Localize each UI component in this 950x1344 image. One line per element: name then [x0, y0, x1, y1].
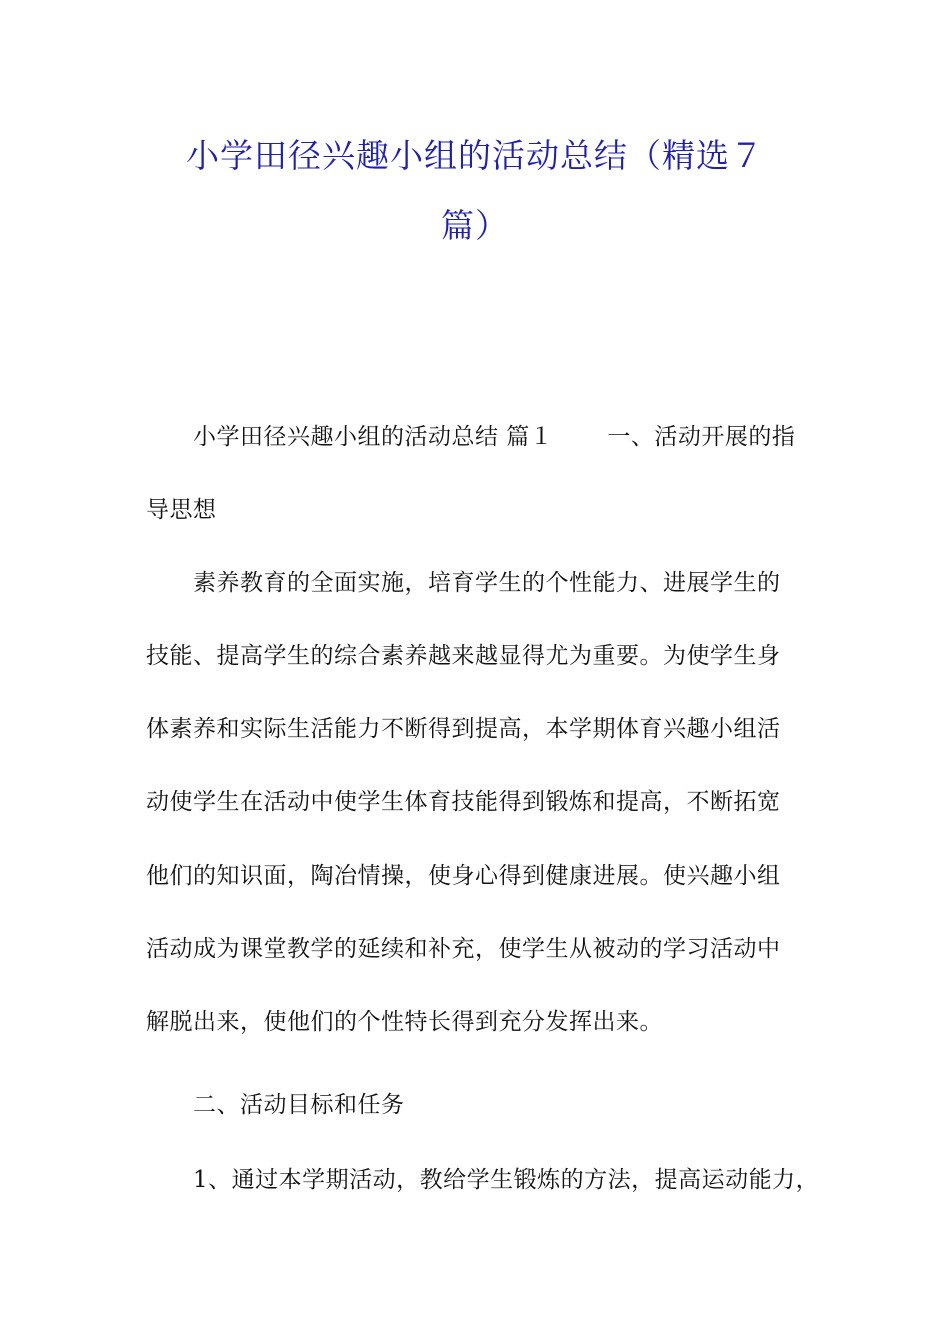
- section-heading: 小学田径兴趣小组的活动总结 篇１: [193, 424, 554, 450]
- paragraph-line: 活动成为课堂教学的延续和补充，使学生从被动的学习活动中: [146, 936, 781, 962]
- subsection-heading-start: 一、活动开展的指: [607, 424, 796, 450]
- subsection-heading: 二、活动目标和任务: [193, 1092, 405, 1118]
- paragraph-line: 解脱出来，使他们的个性特长得到充分发挥出来。: [146, 1009, 663, 1035]
- document-title-line-2: 篇）: [441, 206, 509, 245]
- paragraph-line: 他们的知识面，陶冶情操，使身心得到健康进展。使兴趣小组: [146, 863, 781, 889]
- paragraph-line: 素养教育的全面实施，培育学生的个性能力、进展学生的: [193, 570, 781, 596]
- paragraph-line: 动使学生在活动中使学生体育技能得到锻炼和提高，不断拓宽: [146, 789, 781, 815]
- paragraph-line: 体素养和实际生活能力不断得到提高，本学期体育兴趣小组活: [146, 716, 781, 742]
- paragraph-line: 技能、提高学生的综合素养越来越显得尤为重要。为使学生身: [146, 643, 781, 669]
- paragraph-line: 1、通过本学期活动，教给学生锻炼的方法，提高运动能力，: [193, 1167, 820, 1193]
- document-title-line-1: 小学田径兴趣小组的活动总结（精选７: [186, 136, 764, 175]
- section-heading-line: [193, 422, 816, 452]
- paragraph-line: 导思想: [146, 497, 217, 523]
